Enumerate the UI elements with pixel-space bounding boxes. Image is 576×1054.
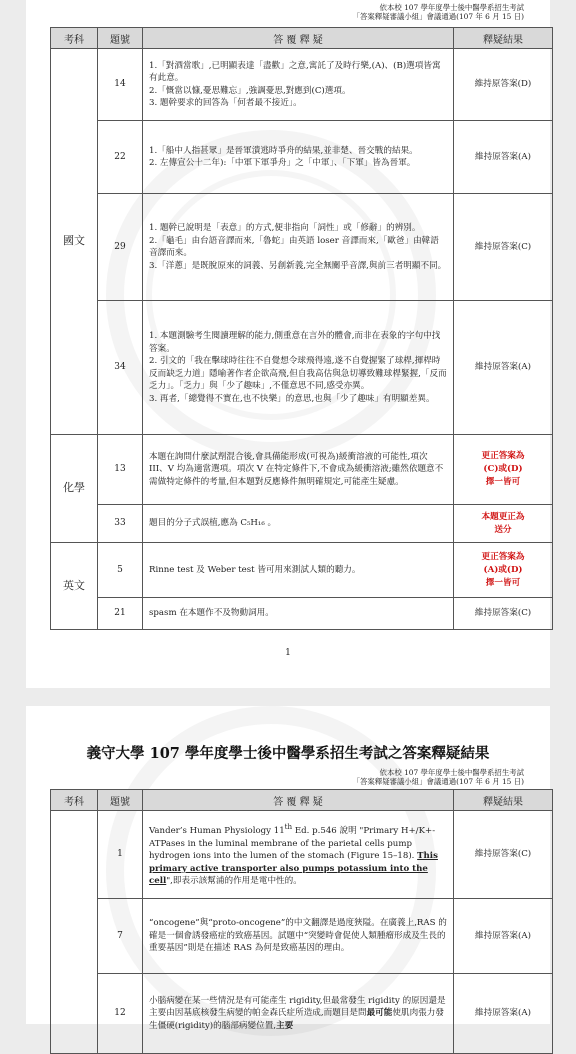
explanation-cell: 1. 題幹已說明是「表意」的方式,便非指向「詞性」或「修辭」的辨別。 2.「龜毛」由台語音譯而來,「魯蛇」由英語 loser 音譯而來,「歐爸」由韓語音譯而來。 3.「洋蔥」是既脫原來的詞義、另創新義,完全無關乎音譯,與前三者明顯不同。 bbox=[143, 194, 454, 301]
table-row bbox=[51, 899, 553, 974]
approval-note: 依本校 107 學年度學士後中醫學系招生考試 「答案釋疑審議小組」會議通過(107 年 6 月 15 日) bbox=[352, 3, 524, 21]
table-row bbox=[51, 598, 553, 630]
explanation-cell: 小腦病變在某一些情況是有可能產生 rigidity,但最常發生 rigidity 的原因還是主要由因基底核發生病變的帕金森氏症所造成,而題目是問最可能使肌肉張力發生僵硬(rigidity)的腦部病變位置,主要 bbox=[143, 974, 454, 1054]
table-row bbox=[51, 121, 553, 194]
question-number: 13 bbox=[98, 435, 143, 505]
result-cell: 維持原答案(D) bbox=[454, 49, 553, 121]
question-number: 14 bbox=[98, 49, 143, 121]
approval-note: 依本校 107 學年度學士後中醫學系招生考試 「答案釋疑審議小組」會議通過(107 年 6 月 15 日) bbox=[352, 768, 524, 786]
question-number: 29 bbox=[98, 194, 143, 301]
header-content: 答 覆 釋 疑 bbox=[143, 28, 454, 49]
explanation-cell: 1.「船中人指甚眾」是晉軍潰逃時爭舟的結果,並非楚、晉交戰的結果。 2. 左傳宣公十二年):「中軍下軍爭舟」之「中軍」、「下軍」皆為晉軍。 bbox=[143, 121, 454, 194]
question-number: 7 bbox=[98, 899, 143, 974]
explanation-cell: 1.「對酒當歌」,已明顯表達「盡歡」之意,寓託了及時行樂,(A)、(B)選項皆寓有此意。 2.「慨當以慷,憂思難忘」,強調憂思,對應到(C)選項。 3. 題幹要求的回答為「何者最不接近」。 bbox=[143, 49, 454, 121]
table-row bbox=[51, 505, 553, 543]
question-number: 33 bbox=[98, 505, 143, 543]
header-content: 答 覆 釋 疑 bbox=[143, 790, 454, 811]
question-number: 22 bbox=[98, 121, 143, 194]
result-cell: 維持原答案(C) bbox=[454, 811, 553, 899]
explanation-cell: spasm 在本題作不及物動詞用。 bbox=[143, 598, 454, 630]
table-row bbox=[51, 301, 553, 435]
result-cell: 維持原答案(A) bbox=[454, 899, 553, 974]
header-subject: 考科 bbox=[51, 28, 98, 49]
answer-table-2 bbox=[50, 789, 553, 1054]
question-number: 5 bbox=[98, 543, 143, 598]
table-header bbox=[51, 790, 553, 811]
table-row bbox=[51, 194, 553, 301]
header-number: 題號 bbox=[98, 28, 143, 49]
result-cell: 維持原答案(A) bbox=[454, 974, 553, 1054]
table-row bbox=[51, 811, 553, 899]
explanation-cell: 1. 本題測驗考生閱讀理解的能力,側重意在言外的體會,而非在表象的字句中找答案。 2. 引文的「我在擊球時往往不自覺想令球飛得遠,遂不自覺握緊了球桿,揮桿時反而缺乏力道」隱喻著作者企欲高飛,但自我高估與急切導致難球桿緊握,「反而乏力」。「乏力」與「少了趣味」,不僅意思不同,感受亦異。 3. 再者,「總覺得不實在,也不快樂」的意思,也與「少了趣味」有明顯差異。 bbox=[143, 301, 454, 435]
answer-table-1 bbox=[50, 27, 553, 630]
table-row bbox=[51, 435, 553, 505]
document-page-2 bbox=[26, 706, 550, 1031]
table-row bbox=[51, 974, 553, 1054]
page-title: 義守大學 107 學年度學士後中醫學系招生考試之答案釋疑結果 bbox=[86, 745, 490, 762]
result-cell: 更正答案為 (A)或(D) 擇一皆可 bbox=[454, 543, 553, 598]
result-cell: 維持原答案(A) bbox=[454, 301, 553, 435]
header-subject: 考科 bbox=[51, 790, 98, 811]
explanation-cell: 題目的分子式誤植,應為 C₅H₁₆ 。 bbox=[143, 505, 454, 543]
result-cell: 維持原答案(C) bbox=[454, 598, 553, 630]
subject-cell: 化學 bbox=[51, 435, 98, 543]
header-result: 釋疑結果 bbox=[454, 28, 553, 49]
subject-cell bbox=[51, 811, 98, 1054]
subject-cell: 國文 bbox=[51, 49, 98, 435]
explanation-cell: “oncogene”與“proto-oncogene”的中文翻譯是過度狹隘。在廣義上,RAS 的確是一個會誘發癌症的致癌基因。試題中“突變時會促使人類腫瘤形成及生長的重要基因”則是在描述 RAS 為何是致癌基因的理由。 bbox=[143, 899, 454, 974]
explanation-cell: Rinne test 及 Weber test 皆可用來測試人類的聽力。 bbox=[143, 543, 454, 598]
question-number: 21 bbox=[98, 598, 143, 630]
result-cell: 維持原答案(A) bbox=[454, 121, 553, 194]
question-number: 1 bbox=[98, 811, 143, 899]
header-number: 題號 bbox=[98, 790, 143, 811]
page-number: 1 bbox=[285, 648, 291, 658]
explanation-cell: Vander’s Human Physiology 11th Ed. p.546 說明 "Primary H+/K+-ATPases in the luminal membrane of the parietal cells pump hydrogen ions into the lumen of the stomach (Figure 15–18). This primary active transporter also pumps potassium into the cell",即表示該幫浦的作用是電中性的。 bbox=[143, 811, 454, 899]
document-page-1 bbox=[26, 0, 550, 688]
subject-cell: 英文 bbox=[51, 543, 98, 630]
table-row bbox=[51, 49, 553, 121]
table-row bbox=[51, 543, 553, 598]
header-result: 釋疑結果 bbox=[454, 790, 553, 811]
table-header bbox=[51, 28, 553, 49]
question-number: 34 bbox=[98, 301, 143, 435]
question-number: 12 bbox=[98, 974, 143, 1054]
result-cell: 更正答案為 (C)或(D) 擇一皆可 bbox=[454, 435, 553, 505]
result-cell: 本題更正為 送分 bbox=[454, 505, 553, 543]
result-cell: 維持原答案(C) bbox=[454, 194, 553, 301]
explanation-cell: 本題在詢問什麼試劑混合後,會具備能形成(可視為)緩衝溶液的可能性,項次 III、V 均為適當選項。項次 V 在特定條件下,不會成為緩衝溶液;雖然依題意不需做特定條件的考量,但本題對反應條件無明確規定,可能產生疑慮。 bbox=[143, 435, 454, 505]
